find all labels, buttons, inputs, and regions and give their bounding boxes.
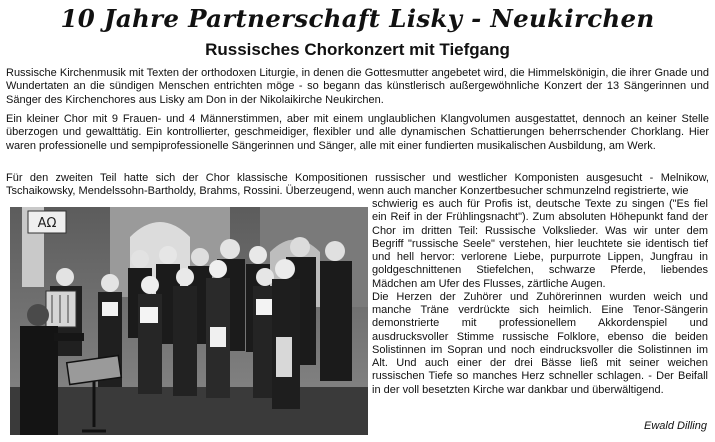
plaque-text: ΑΩ — [37, 216, 57, 231]
subheadline: Russisches Chorkonzert mit Tiefgang — [205, 40, 510, 59]
paragraph-closing: Die Herzen der Zuhörer und Zuhörerinnen wurden weich und manche Träne verdrückte sich heimlich. Eine Tenor-Sängerin demonstrierte mit professionellem Akkordenspiel und ausdrucksvoller Stimme russische Folklore, ebenso die beiden Solistinnen im Sopran und noch eindrucksvoller die Solistinnen im Alt. Und auch einer der drei Bässe ließ mit seiner weichen russischen Tiefe so manches Herz schneller schlagen. - Der Beifall in der voll besetzten Kirche war dankbar und überwältigend. — [372, 290, 708, 396]
headline: 10 Jahre Partnerschaft Lisky - Neukirchen — [60, 4, 655, 33]
byline: Ewald Dilling — [644, 420, 707, 432]
paragraph-choir: Ein kleiner Chor mit 9 Frauen- und 4 Männerstimmen, aber mit einem unglaublichen Klangvolumen ausgestattet, dennoch an keiner Stelle überzogen und gewalttätig. Ein kontrollierter, geschmeidiger, flexibler und alle dynamischen Schattierungen beherrschender Chorklang. Hier waren professionelle und sempiprofessionelle Sängerinnen und Sänger, alle mit einer fundierten musikalischen Ausbildung, am Werk. — [6, 113, 709, 152]
paragraph-second-part-text: Für den zweiten Teil hatte sich der Chor klassische Kompositionen russischer und westlicher Komponisten ausgesucht - Melnikow, Tschaikowsky, Mendelssohn-Bartholdy, Brahms, Rossini. Überzeugend, wenn auch mancher Konzertbesucher schmunzelnd registrierte, wie — [6, 172, 709, 198]
paragraph-intro: Russische Kirchenmusik mit Texten der orthodoxen Liturgie, in denen die Gottesmutter angebetet wird, die Himmelskönigin, die ihrer Gnade und Wundertaten an die sündigen Menschen entrichten möge - so begann das künstlerisch außergewöhnliche Konzert der 13 Sängerinnen und Sänger des Kirchenchores aus Lisky am Don in der Nikolaikirche Neukirchen. — [6, 67, 709, 106]
choir-photo-drawing — [10, 207, 368, 435]
choir-photo — [10, 207, 368, 435]
accordion-icon — [46, 291, 76, 327]
paragraph-second-part-text: schwierig es auch für Profis ist, deutsche Texte zu singen ("Es fiel ein Reif in der Frühlingsnacht"). Zum absoluten Höhepunkt fand der Chor im dritten Teil: Russische Volkslieder. Was wir unter dem Begriff "russische Seele" verstehen, hier leuchtete sie identisch tief und hell hervor: verlorene Liebe, purpurrote Lippen, Jungfrau in goldgeschnittenen Stiefelchen, schwarze Pferde, liebendes Mädchen am Ufer des Flusses, zärtliche Augen. — [372, 198, 708, 290]
paragraph-second-part — [6, 172, 709, 199]
right-column — [372, 198, 708, 397]
